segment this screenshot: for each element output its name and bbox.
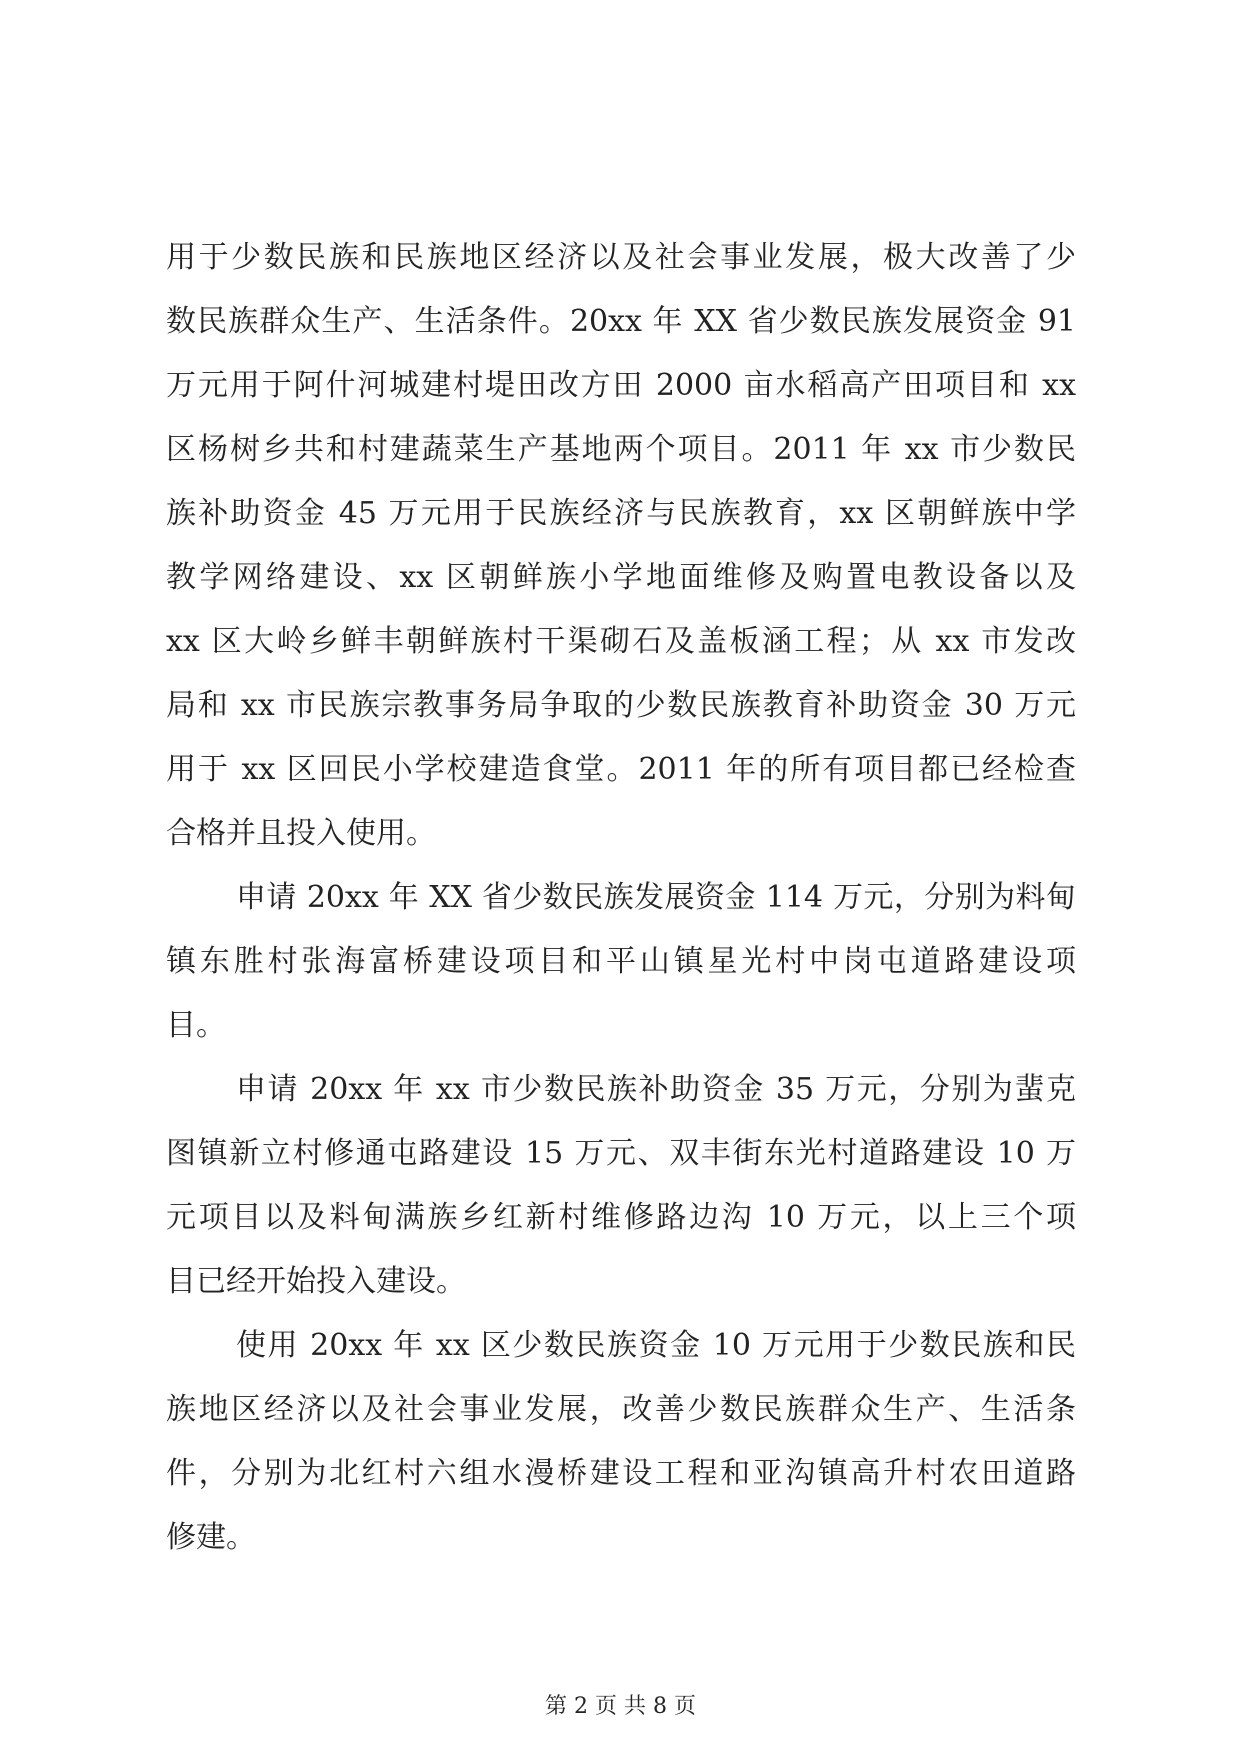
text-line: 族补助资金 45 万元用于民族经济与民族教育，xx 区朝鲜族中学 (166, 496, 1076, 531)
text-line: 申请 20xx 年 XX 省少数民族发展资金 114 万元，分别为料甸 (236, 880, 1076, 915)
text-line: 合格并且投入使用。 (166, 816, 436, 851)
document-body (166, 226, 1076, 1570)
text-line: 件，分别为北红村六组水漫桥建设工程和亚沟镇高升村农田道路 (166, 1456, 1076, 1491)
text-line: 数民族群众生产、生活条件。20xx 年 XX 省少数民族发展资金 91 (166, 304, 1076, 339)
text-line: xx 区大岭乡鲜丰朝鲜族村干渠砌石及盖板涵工程；从 xx 市发改 (166, 624, 1076, 659)
text-line: 局和 xx 市民族宗教事务局争取的少数民族教育补助资金 30 万元 (166, 688, 1076, 723)
paragraph-1 (166, 226, 1076, 866)
text-line: 万元用于阿什河城建村堤田改方田 2000 亩水稻高产田项目和 xx (166, 368, 1076, 403)
text-line: 图镇新立村修通屯路建设 15 万元、双丰街东光村道路建设 10 万 (166, 1136, 1076, 1171)
text-line: 修建。 (166, 1520, 256, 1555)
text-line: 目。 (166, 1008, 226, 1043)
text-line: 镇东胜村张海富桥建设项目和平山镇星光村中岗屯道路建设项 (166, 944, 1076, 979)
page-number-footer: 第 2 页 共 8 页 (545, 1694, 696, 1719)
text-line: 使用 20xx 年 xx 区少数民族资金 10 万元用于少数民族和民 (236, 1328, 1076, 1363)
text-line: 教学网络建设、xx 区朝鲜族小学地面维修及购置电教设备以及 (166, 560, 1076, 595)
text-line: 申请 20xx 年 xx 市少数民族补助资金 35 万元，分别为蜚克 (236, 1072, 1076, 1107)
text-line: 族地区经济以及社会事业发展，改善少数民族群众生产、生活条 (166, 1392, 1076, 1427)
text-line: 区杨树乡共和村建蔬菜生产基地两个项目。2011 年 xx 市少数民 (166, 432, 1076, 467)
paragraph-2 (166, 866, 1076, 1058)
text-line: 用于少数民族和民族地区经济以及社会事业发展，极大改善了少 (166, 240, 1076, 275)
paragraph-4 (166, 1314, 1076, 1570)
text-line: 元项目以及料甸满族乡红新村维修路边沟 10 万元，以上三个项 (166, 1200, 1076, 1235)
text-line: 目已经开始投入建设。 (166, 1264, 466, 1299)
text-line: 用于 xx 区回民小学校建造食堂。2011 年的所有项目都已经检查 (166, 752, 1076, 787)
paragraph-3 (166, 1058, 1076, 1314)
